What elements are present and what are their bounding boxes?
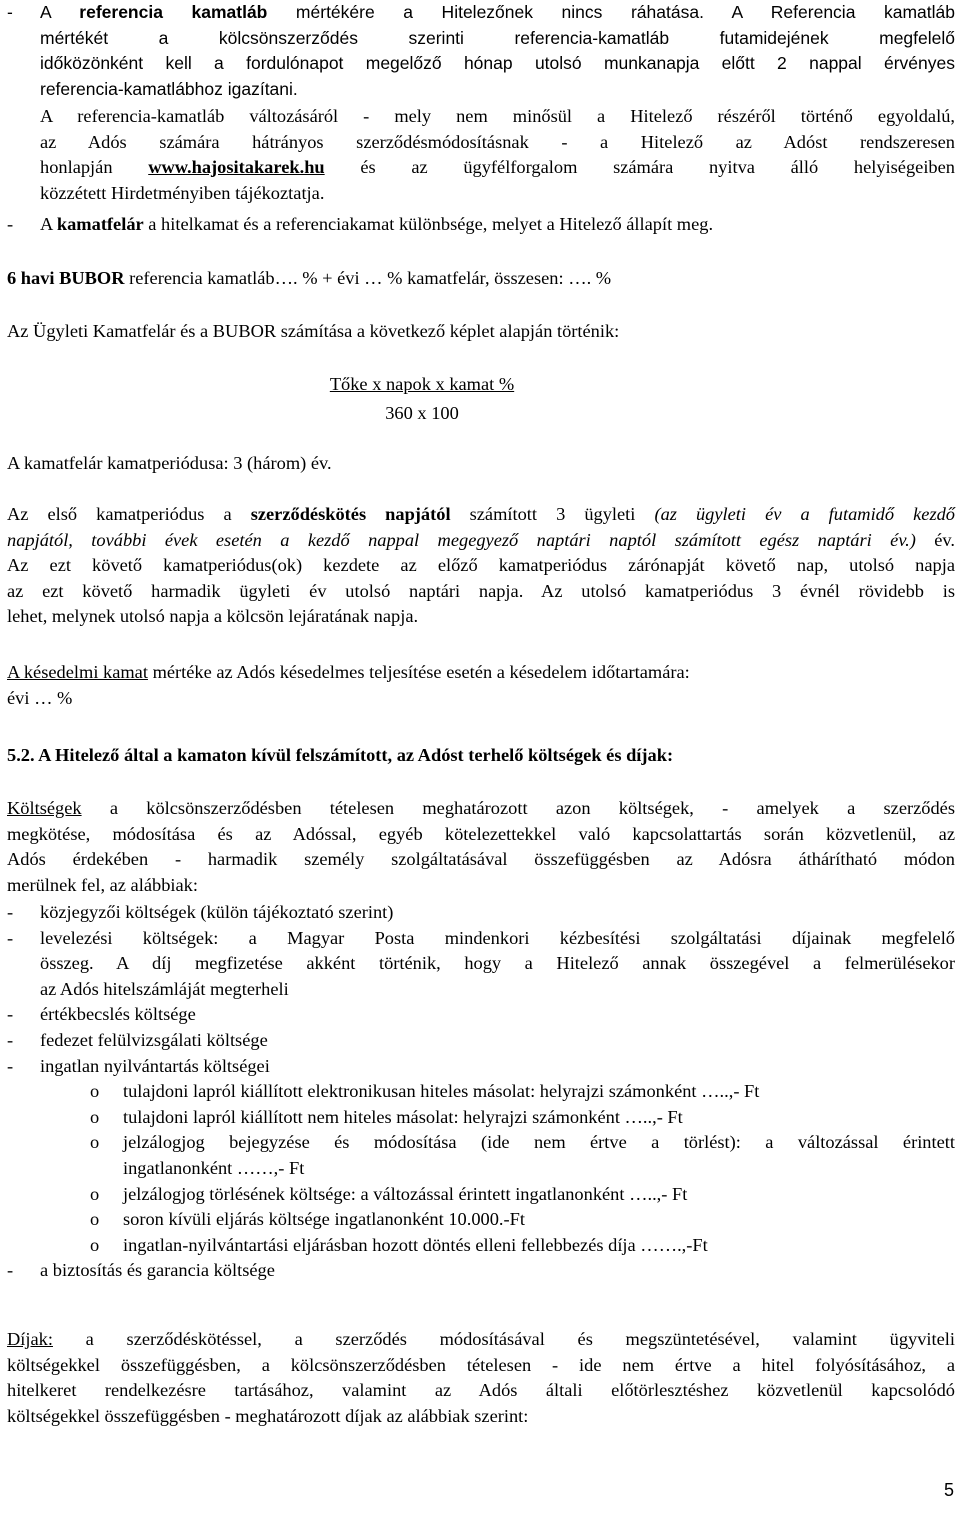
list-item: - fedezet felülvizsgálati költsége [7, 1029, 268, 1050]
dijak-paragraph: Díjak: a szerződéskötéssel, a szerződés módosításával és megszüntetésével, valamint ügyviteli költségekkel összefüggésben, a kölcsönszerződésben tételesen - ide nem értve a hitel folyósításához, a hitelkeret rendelkezésre tartásához, valamint az Adós általi előtörlesztéshez közvetlenül kapcsolódó költségekkel összefüggésben - meghatározott díjak az alábbiak szerint: [7, 1329, 955, 1426]
sub-list-item: o tulajdoni lapról kiállított nem hiteles másolat: helyrajzi számonként …..,- Ft [90, 1106, 683, 1127]
ugyleti-kamatfelar-text: Az Ügyleti Kamatfelár és a BUBOR számítása a következő képlet alapján történik: [7, 321, 620, 341]
koltsegek-paragraph: Költségek a kölcsönszerződésben tételesen meghatározott azon költségek, - amelyek a szerződés megkötése, módosítása és az Adóssal, egyéb kötelezettekkel való kapcsolattartás során közvetlenül, az Adós érdekében - harmadik személy szolgáltatásával összefüggésben az Adósra áthárítható módon merülnek fel, az alábbiak: [7, 798, 955, 895]
page-number: 5 [943, 1480, 954, 1500]
kamatfelar-item: - A kamatfelár a hitelkamat és a referenciakamat különbsége, melyet a Hitelező állapít meg. [7, 214, 714, 234]
list-item: - levelezési költségek: a Magyar Posta mindenkori kézbesítési szolgáltatási díjainak megfelelő összeg. A díj megfizetése akként történik, hogy a Hitelező annak összegével a felmerülésekor az Adós hitelszámláját megterheli [7, 927, 955, 999]
elso-kamatperiodus-paragraph: Az első kamatperiódus a szerződéskötés napjától számított 3 ügyleti (az ügyleti év a futamidő kezdő napjától, további évek esetén a kezdő nappal megegyező naptári naptól számított egész naptári év.) év. Az ezt követő kamatperiódus(ok) kezdete az előző kamatperiódus zárónapját követő nap, utolsó napja az ezt követő harmadik ügyleti év utolsó naptári napja. Az utolsó kamatperiódus 3 évnél rövidebb is lehet, melynek utolsó napja a kölcsön lejáratának napja. [7, 504, 955, 627]
referencia-paragraph: - A referencia kamatláb mértékére a Hitelezőnek nincs ráhatása. A Referencia kamatláb mértékét a kölcsönszerződés szerinti referencia-kamatláb futamidejének megfelelő időközönként kell a fordulónapot megelőző hónap utolsó munkanapja előtt 2 nappal érvényes referencia-kamatlábhoz igazítani. [7, 0, 955, 102]
list-item: - közjegyzői költségek (külön tájékoztató szerint) [7, 902, 394, 922]
list-item: - a biztosítás és garancia költsége [7, 1260, 275, 1281]
sub-list-item: o soron kívüli eljárás költsége ingatlanonként 10.000.-Ft [90, 1209, 525, 1230]
sub-list-item: o jelzálogjog törlésének költsége: a változással érintett ingatlanonként …..,- Ft [90, 1183, 688, 1204]
bubor-line: 6 havi BUBOR referencia kamatláb…. % + évi … % kamatfelár, összesen: …. % [7, 268, 612, 288]
list-item: - értékbecslés költsége [7, 1004, 196, 1025]
list-item: - ingatlan nyilvántartás költségei [7, 1055, 270, 1076]
kesedelmi-kamat-paragraph: A késedelmi kamat mértéke az Adós késedelmes teljesítése esetén a késedelem időtartamára: évi … % [7, 662, 690, 708]
website-link[interactable]: www.hajositakarek.hu [148, 157, 325, 178]
sub-list-item: o ingatlan-nyilvántartási eljárásban hozott döntés elleni fellebbezés díja …….,-Ft [90, 1234, 708, 1255]
kamatfelar-term: kamatfelár [56, 214, 144, 234]
sub-list-item: o jelzálogjog bejegyzése és módosítása (ide nem értve a törlést): a változással érintett ingatlanonként ……,- Ft [90, 1132, 955, 1178]
referencia-kamatlab-term: referencia kamatláb [79, 2, 268, 22]
interest-formula [307, 372, 537, 426]
formula-numerator: Tőke x napok x kamat % [329, 374, 515, 394]
section-heading: 5.2. A Hitelező által a kamaton kívül felszámított, az Adóst terhelő költségek és díjak: [7, 745, 674, 765]
koltseg-list [7, 900, 955, 1284]
sub-list-item: o tulajdoni lapról kiállított elektronikusan hiteles másolat: helyrajzi számonként …..,- Ft [90, 1081, 760, 1102]
formula-denominator: 360 x 100 [385, 402, 459, 423]
kamatperiodus-text: A kamatfelár kamatperiódusa: 3 (három) év. [7, 453, 332, 473]
list-dash: - [7, 2, 13, 22]
valtozas-paragraph: A referencia-kamatláb változásáról - mely nem minősül a Hitelező részéről történő egyoldalú, az Adós számára hátrányos szerződésmódosításnak - a Hitelező az Adóst rendszeresen honlapján www.hajositakarek.hu és az ügyfélforgalom számára nyitva álló helyiségeiben közzétett Hirdetményiben tájékoztatja. [40, 106, 955, 203]
